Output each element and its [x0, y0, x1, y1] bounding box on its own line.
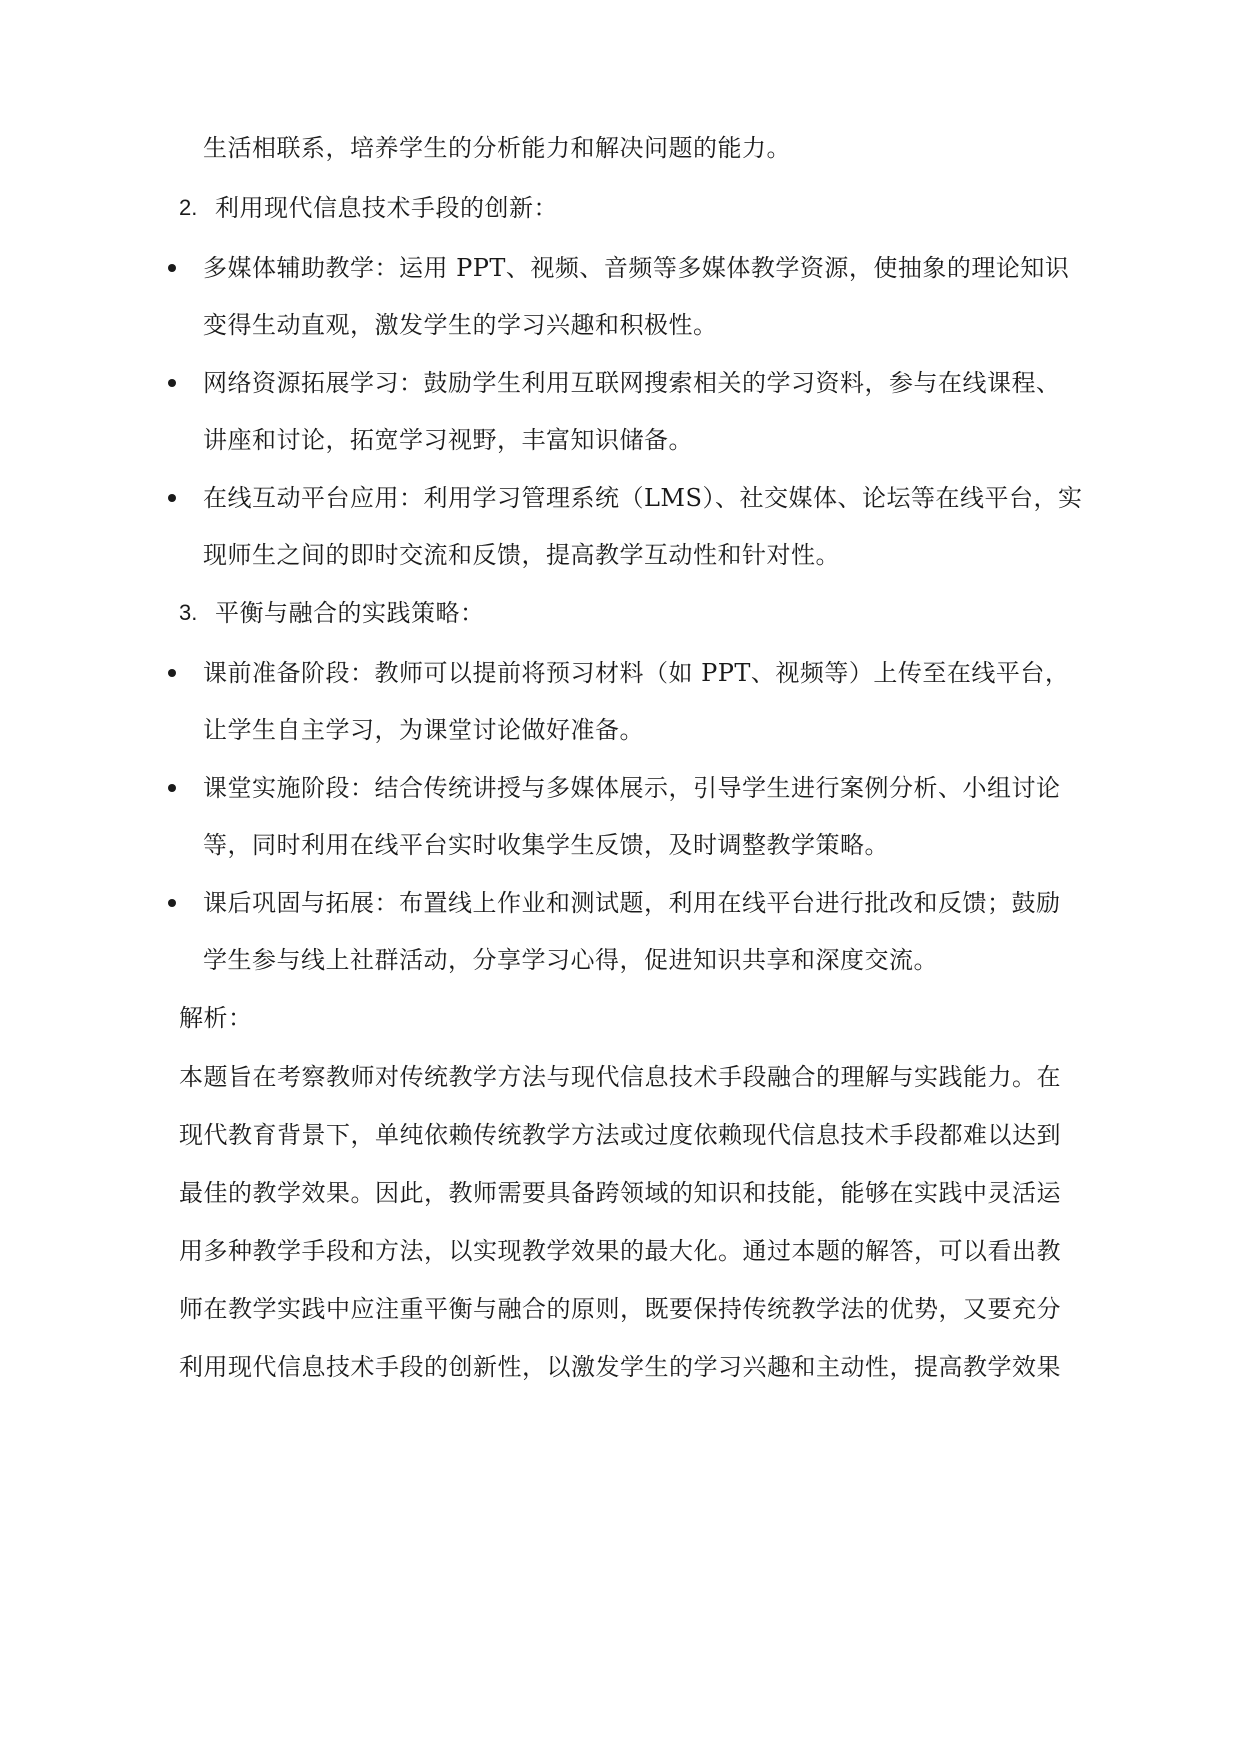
- bullet-icon: [168, 669, 176, 677]
- bullet-text-line: 现师生之间的即时交流和反馈，提高教学互动性和针对性。: [203, 541, 840, 569]
- bullet-text-line: 网络资源拓展学习：鼓励学生利用互联网搜索相关的学习资料，参与在线课程、: [203, 369, 1061, 397]
- analysis-paragraph-line: 用多种教学手段和方法，以实现教学效果的最大化。通过本题的解答，可以看出教: [179, 1237, 1061, 1265]
- bullet-text-line: 学生参与线上社群活动，分享学习心得，促进知识共享和深度交流。: [203, 946, 938, 974]
- bullet-text-line: 等，同时利用在线平台实时收集学生反馈，及时调整教学策略。: [203, 831, 889, 859]
- bullet-icon: [168, 494, 176, 502]
- analysis-paragraph-line: 师在教学实践中应注重平衡与融合的原则，既要保持传统教学法的优势，又要充分: [179, 1295, 1061, 1323]
- continuation-line: 生活相联系，培养学生的分析能力和解决问题的能力。: [203, 134, 791, 162]
- analysis-paragraph-line: 利用现代信息技术手段的创新性，以激发学生的学习兴趣和主动性，提高教学效果: [179, 1353, 1061, 1381]
- bullet-text-line: 在线互动平台应用：利用学习管理系统（LMS）、社交媒体、论坛等在线平台，实: [203, 484, 1083, 512]
- bullet-text-line: 课后巩固与拓展：布置线上作业和测试题，利用在线平台进行批改和反馈；鼓励: [203, 889, 1061, 917]
- analysis-paragraph-line: 最佳的教学效果。因此，教师需要具备跨领域的知识和技能，能够在实践中灵活运: [179, 1179, 1061, 1207]
- bullet-text-line: 课前准备阶段：教师可以提前将预习材料（如 PPT、视频等）上传至在线平台，: [203, 659, 1070, 687]
- section-number: 2.: [179, 195, 198, 220]
- bullet-text-line: 多媒体辅助教学：运用 PPT、视频、音频等多媒体教学资源，使抽象的理论知识: [203, 254, 1070, 282]
- bullet-icon: [168, 784, 176, 792]
- analysis-paragraph-line: 现代教育背景下，单纯依赖传统教学方法或过度依赖现代信息技术手段都难以达到: [179, 1121, 1061, 1149]
- analysis-label: 解析：: [179, 1004, 253, 1032]
- bullet-icon: [168, 379, 176, 387]
- bullet-icon: [168, 899, 176, 907]
- bullet-text-line: 讲座和讨论，拓宽学习视野，丰富知识储备。: [203, 426, 693, 454]
- bullet-text-line: 变得生动直观，激发学生的学习兴趣和积极性。: [203, 311, 718, 339]
- section-heading: 平衡与融合的实践策略：: [215, 599, 485, 627]
- bullet-text-line: 课堂实施阶段：结合传统讲授与多媒体展示，引导学生进行案例分析、小组讨论: [203, 774, 1061, 802]
- analysis-paragraph-line: 本题旨在考察教师对传统教学方法与现代信息技术手段融合的理解与实践能力。在: [179, 1063, 1061, 1091]
- bullet-icon: [168, 264, 176, 272]
- section-number: 3.: [179, 600, 198, 625]
- section-heading: 利用现代信息技术手段的创新：: [215, 194, 558, 222]
- bullet-text-line: 让学生自主学习，为课堂讨论做好准备。: [203, 716, 644, 744]
